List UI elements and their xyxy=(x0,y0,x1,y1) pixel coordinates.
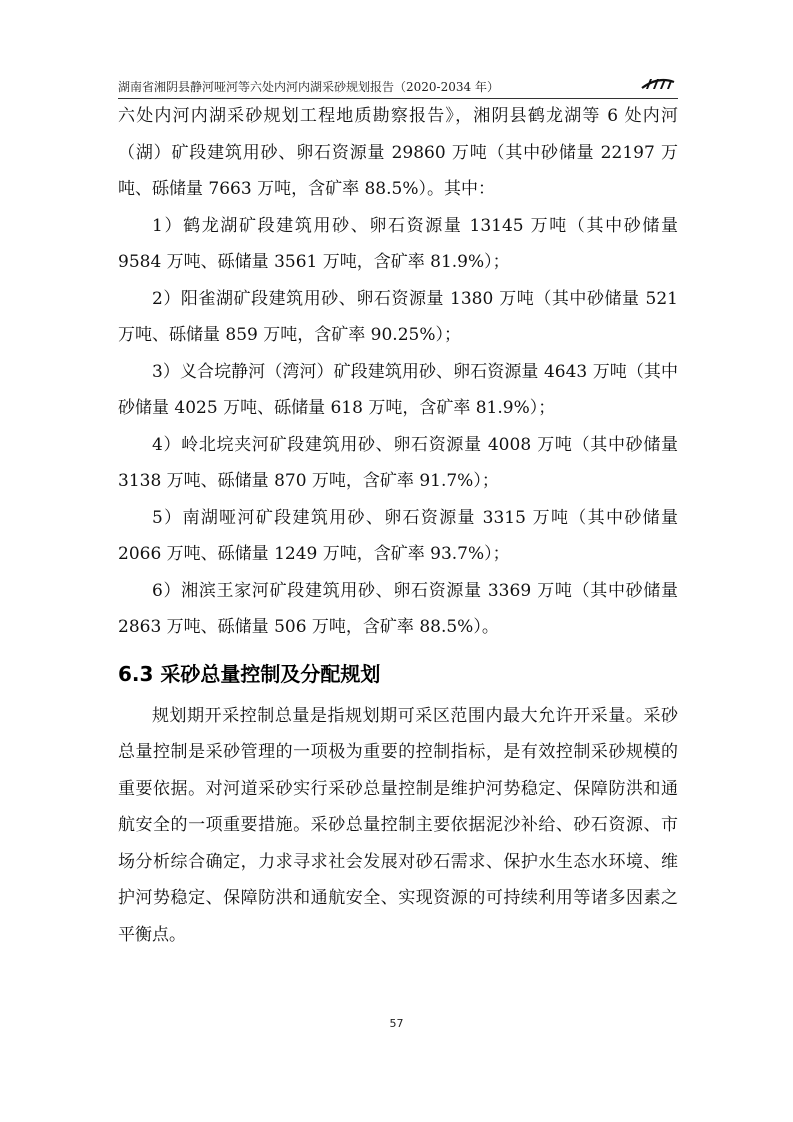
section-heading: 6.3 采砂总量控制及分配规划 xyxy=(118,661,381,686)
company-logo-icon xyxy=(638,72,678,94)
list-item-2: 2）阳雀湖矿段建筑用砂、卵石资源量 1380 万吨（其中砂储量 521 万吨、砾储量 859 万吨，含矿率 90.25%）； xyxy=(118,288,678,345)
list-item-1: 1）鹤龙湖矿段建筑用砂、卵石资源量 13145 万吨（其中砂储量 9584 万吨、砾储量 3561 万吨，含矿率 81.9%）； xyxy=(118,215,678,272)
list-item-5: 5）南湖哑河矿段建筑用砂、卵石资源量 3315 万吨（其中砂储量 2066 万吨、砾储量 1249 万吨，含矿率 93.7%）； xyxy=(118,507,678,564)
list-item-3: 3）义合垸静河（湾河）矿段建筑用砂、卵石资源量 4643 万吨（其中砂储量 4025 万吨、砾储量 618 万吨，含矿率 81.9%）； xyxy=(118,361,678,418)
list-item-6: 6）湘滨王家河矿段建筑用砂、卵石资源量 3369 万吨（其中砂储量 2863 万吨、砾储量 506 万吨，含矿率 88.5%）。 xyxy=(118,580,678,637)
list-item-4: 4）岭北垸夹河矿段建筑用砂、卵石资源量 4008 万吨（其中砂储量 3138 万吨、砾储量 870 万吨，含矿率 91.7%）； xyxy=(118,434,678,491)
section-body-paragraph: 规划期开采控制总量是指规划期可采区范围内最大允许开采量。采砂总量控制是采砂管理的一项极为重要的控制指标，是有效控制采砂规模的重要依据。对河道采砂实行采砂总量控制是维护河势稳定、保障防洪和通航安全的一项重要措施。采砂总量控制主要依据泥沙补给、砂石资源、市场分析综合确定，力求寻求社会发展对砂石需求、保护水生态水环境、维护河势稳定、保障防洪和通航安全、实现资源的可持续利用等诸多因素之平衡点。 xyxy=(118,705,678,945)
page-content xyxy=(118,98,678,953)
page-number: 57 xyxy=(389,1017,404,1030)
page-header xyxy=(118,78,678,98)
header-title: 湖南省湘阴县静河哑河等六处内河内湖采砂规划报告（2020-2034 年） xyxy=(118,80,499,94)
intro-paragraph: 六处内河内湖采砂规划工程地质勘察报告》，湘阴县鹤龙湖等 6 处内河（湖）矿段建筑用砂、卵石资源量 29860 万吨（其中砂储量 22197 万吨、砾储量 7663 万吨，含矿率 88.5%）。其中： xyxy=(118,106,678,199)
